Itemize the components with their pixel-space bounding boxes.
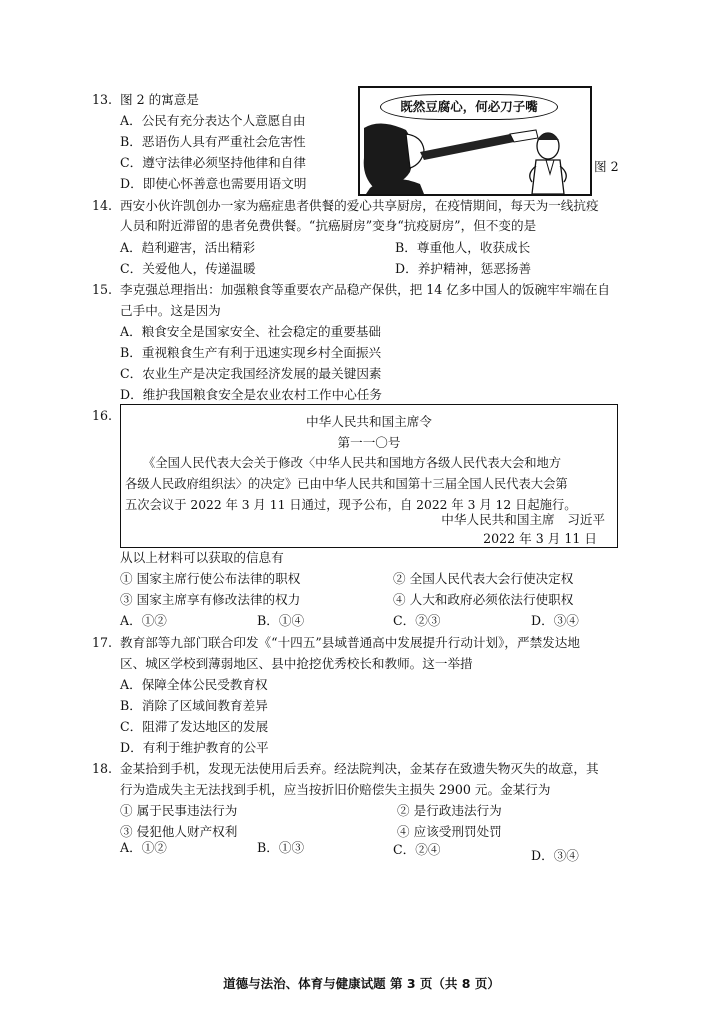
question-14-option-d: D．养护精神，惩恶扬善 — [395, 261, 532, 276]
question-16-option-c: C．②③ — [393, 613, 441, 628]
question-15-option-c: C．农业生产是决定我国经济发展的最关键因素 — [120, 366, 382, 381]
question-13-stem: 图 2 的寓意是 — [120, 92, 199, 107]
question-15-option-b: B．重视粮食生产有利于迅速实现乡村全面振兴 — [120, 345, 382, 360]
question-17-option-a: A．保障全体公民受教育权 — [120, 677, 268, 692]
question-18-item-1: ① 属于民事违法行为 — [120, 803, 238, 818]
question-16-option-a: A．①② — [120, 613, 167, 628]
question-18-option-b: B．①③ — [257, 840, 305, 855]
decree-body-line2: 各级人民政府组织法〉的决定》已由中华人民共和国第十三届全国人民代表大会第 — [125, 477, 568, 491]
question-17-option-b: B．消除了区域间教育差异 — [120, 698, 268, 713]
question-17-number: 17. — [92, 635, 113, 650]
question-17-option-d: D．有利于维护教育的公平 — [120, 740, 269, 755]
question-18-option-a: A．①② — [120, 840, 167, 855]
question-18-stem-line2: 行为造成失主无法找到手机，应当按折旧价赔偿失主损失 2900 元。金某行为 — [120, 782, 551, 797]
question-16-option-b: B．①④ — [257, 613, 305, 628]
decree-signature: 中华人民共和国主席 习近平 — [441, 512, 605, 527]
question-14-option-c: C．关爱他人，传递温暖 — [120, 261, 256, 276]
question-16-item-1: ① 国家主席行使公布法律的职权 — [120, 571, 301, 586]
decree-number: 第一一〇号 — [337, 435, 401, 450]
question-17-option-c: C．阻滞了发达地区的发展 — [120, 719, 269, 734]
question-16-item-2: ② 全国人民代表大会行使决定权 — [393, 571, 574, 586]
question-14-number: 14. — [92, 198, 113, 213]
question-16-option-d: D．③④ — [531, 613, 579, 628]
question-15-stem-line2: 己手中。这是因为 — [120, 303, 221, 318]
question-16-stem: 从以上材料可以获取的信息有 — [120, 550, 284, 565]
decree-body-line3: 五次会议于 2022 年 3 月 11 日通过，现予公布，自 2022 年 3 月 12 日起施行。 — [125, 498, 577, 512]
decree-date: 2022 年 3 月 11 日 — [483, 531, 597, 546]
question-18-item-3: ③ 侵犯他人财产权利 — [120, 824, 238, 839]
decree-body-line1: 《全国人民代表大会关于修改〈中华人民共和国地方各级人民代表大会和地方 — [143, 456, 562, 470]
question-14-stem-line2: 人员和附近滞留的患者免费供餐。“抗癌厨房”变身“抗疫厨房”，但不变的是 — [120, 218, 537, 233]
question-18-item-2: ② 是行政违法行为 — [397, 803, 502, 818]
question-16-number: 16. — [92, 408, 113, 423]
question-13-number: 13. — [92, 92, 113, 107]
question-18-option-d: D．③④ — [531, 848, 579, 863]
page-footer: 道德与法治、体育与健康试题 第 3 页（共 8 页） — [223, 976, 500, 991]
decree-title: 中华人民共和国主席令 — [306, 414, 432, 429]
question-15-number: 15. — [92, 282, 113, 297]
question-18-item-4: ④ 应该受刑罚处罚 — [397, 824, 502, 839]
presidential-decree-box — [120, 404, 618, 548]
cartoon-illustration — [360, 88, 590, 194]
question-18-option-c: C．②④ — [393, 842, 441, 857]
question-14-option-a: A．趋利避害，活出精彩 — [120, 240, 256, 255]
question-17-stem-line2: 区、城区学校到薄弱地区、县中抢挖优秀校长和教师。这一举措 — [120, 656, 473, 671]
cartoon-speech-bubble: 既然豆腐心，何必刀子嘴 — [380, 94, 558, 120]
question-13-option-a: A．公民有充分表达个人意愿自由 — [120, 113, 306, 128]
cartoon-figure — [358, 86, 592, 196]
question-13-option-c: C．遵守法律必须坚持他律和自律 — [120, 155, 306, 170]
question-18-number: 18. — [92, 761, 113, 776]
question-14-option-b: B．尊重他人，收获成长 — [395, 240, 531, 255]
question-16-item-3: ③ 国家主席享有修改法律的权力 — [120, 592, 301, 607]
question-13-option-b: B．恶语伤人具有严重社会危害性 — [120, 134, 306, 149]
question-15-stem-line1: 李克强总理指出：加强粮食等重要农产品稳产保供，把 14 亿多中国人的饭碗牢牢端在自 — [120, 282, 611, 297]
question-15-option-a: A．粮食安全是国家安全、社会稳定的重要基础 — [120, 324, 381, 339]
question-14-stem-line1: 西安小伙许凯创办一家为癌症患者供餐的爱心共享厨房，在疫情期间，每天为一线抗疫 — [120, 198, 599, 213]
question-16-item-4: ④ 人大和政府必须依法行使职权 — [393, 592, 574, 607]
question-17-stem-line1: 教育部等九部门联合印发《“十四五”县域普通高中发展提升行动计划》，严禁发达地 — [120, 635, 580, 650]
question-13-option-d: D．即使心怀善意也需要用语文明 — [120, 176, 307, 191]
question-18-stem-line1: 金某拾到手机，发现无法使用后丢弃。经法院判决，金某存在致遗失物灭失的故意，其 — [120, 761, 599, 776]
question-15-option-d: D．维护我国粮食安全是农业农村工作中心任务 — [120, 387, 382, 402]
figure-2-label: 图 2 — [594, 159, 619, 174]
